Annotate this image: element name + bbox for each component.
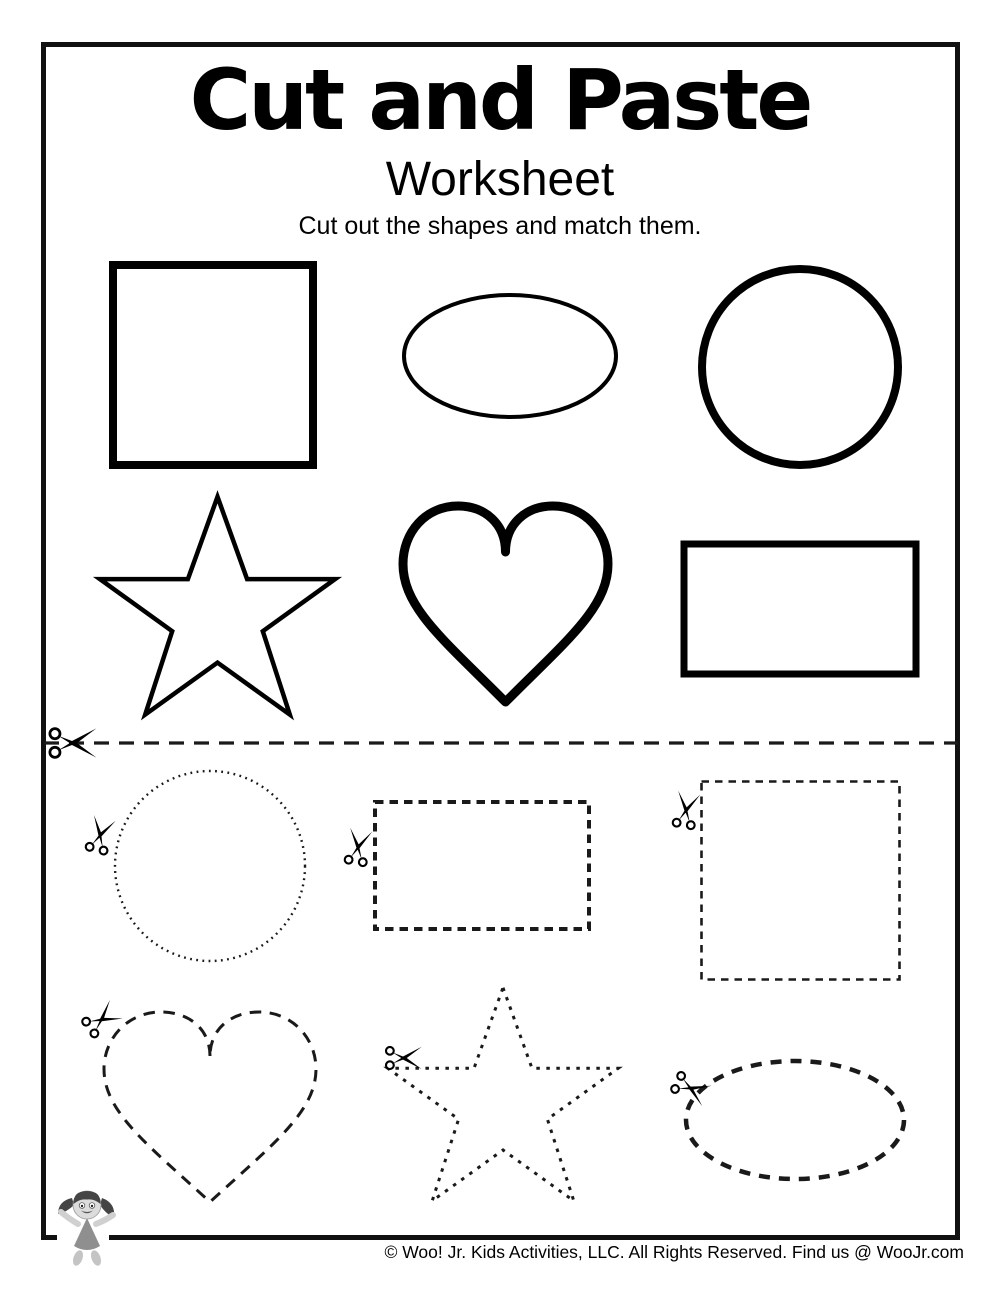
- page-title: Cut and Paste: [189, 51, 811, 149]
- solid-square-shape: [108, 260, 318, 470]
- dashed-square-shape: [699, 779, 902, 982]
- solid-oval-shape: [398, 290, 622, 422]
- scissors-icon: [383, 1043, 423, 1073]
- scissors-icon: [46, 723, 98, 763]
- dotted-circle-shape: [112, 768, 308, 964]
- page-subtitle: Worksheet: [385, 153, 615, 206]
- jumping-girl-mascot: [54, 1186, 120, 1272]
- solid-heart-shape: [388, 490, 623, 722]
- dashed-oval-shape: [681, 1056, 909, 1184]
- dashed-rectangle-shape: [372, 799, 592, 932]
- instruction-text: Cut out the shapes and match them.: [298, 212, 702, 240]
- solid-star-shape: [95, 492, 340, 722]
- dotted-star-shape: [383, 983, 623, 1208]
- dashed-heart-shape: [88, 996, 332, 1218]
- solid-circle-shape: [697, 264, 903, 470]
- solid-rectangle-shape: [680, 540, 920, 678]
- cut-line: [44, 739, 958, 747]
- copyright-text: © Woo! Jr. Kids Activities, LLC. All Rights Reserved. Find us @ WooJr.com: [384, 1242, 964, 1262]
